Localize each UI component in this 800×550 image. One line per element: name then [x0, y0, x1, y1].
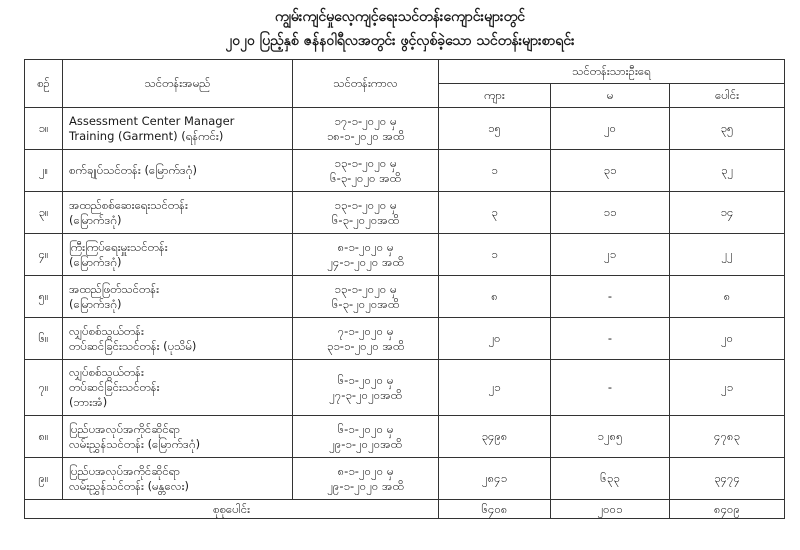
row-course-name [63, 108, 293, 150]
period-end: ၂၇-၃-၂၀၂၀အထိ [329, 387, 402, 402]
row-total: ၂၂ [670, 234, 785, 276]
row-male: ၁ [439, 234, 551, 276]
row-female: ၁၂၈၅ [551, 416, 670, 458]
row-no: ၇။ [25, 360, 63, 416]
row-female: ၃၁ [551, 150, 670, 192]
course-name-line: လမ်းညွှန်သင်တန်း (မန္တလေး) [69, 478, 189, 493]
header-period: သင်တန်းကာလ [293, 60, 439, 108]
row-no: ၉။ [25, 458, 63, 500]
row-female: - [551, 318, 670, 360]
course-name-line: လျှပ်စစ်သွယ်တန်း [69, 365, 144, 379]
header-no: စဉ် [25, 60, 63, 108]
table-row [25, 360, 785, 416]
row-course-name [63, 150, 293, 192]
row-total: ၁၄ [670, 192, 785, 234]
row-no: ၆။ [25, 318, 63, 360]
row-female: ၂၀ [551, 108, 670, 150]
row-course-name [63, 276, 293, 318]
course-name-line: ကြီးကြပ်ရေးမှူးသင်တန်း [69, 239, 168, 254]
course-name-line: (မြောက်ဒဂုံ) [69, 296, 122, 311]
row-total: ၃၄၇၄ [670, 458, 785, 500]
period-end: ၂၉-၁-၂၀၂၀ အထိ [327, 478, 404, 493]
total-row [25, 500, 785, 519]
row-male: ၈ [439, 276, 551, 318]
row-male: ၂၀ [439, 318, 551, 360]
row-period [293, 458, 439, 500]
row-total: ၃၅ [670, 108, 785, 150]
table-row [25, 192, 785, 234]
row-period [293, 318, 439, 360]
row-total: ၂၁ [670, 360, 785, 416]
row-male: ၁ [439, 150, 551, 192]
period-end: ၂၄-၁-၂၀၂၀ အထိ [327, 254, 404, 269]
row-total: ၂၀ [670, 318, 785, 360]
course-name-line: (မြောက်ဒဂုံ) [69, 254, 122, 269]
table-row [25, 108, 785, 150]
period-start: ၆-၁-၂၀၂၀ မှ [337, 421, 394, 436]
row-female: ၁၁ [551, 192, 670, 234]
period-start: ၈-၁-၂၀၂၀ မှ [337, 239, 394, 254]
course-name-line: တပ်ဆင်ခြင်းသင်တန်း (ပုသိမ်) [69, 338, 197, 353]
row-total: ၈ [670, 276, 785, 318]
row-no: ၅။ [25, 276, 63, 318]
row-no: ၂။ [25, 150, 63, 192]
table-row [25, 276, 785, 318]
row-period [293, 192, 439, 234]
row-period [293, 108, 439, 150]
row-total: ၄၇၈၃ [670, 416, 785, 458]
row-male: ၂၈၄၁ [439, 458, 551, 500]
total-all: ၈၄၀၉ [670, 500, 785, 519]
row-course-name [63, 318, 293, 360]
row-male: ၁၅ [439, 108, 551, 150]
period-end: ၆-၃-၂၀၂၀အထိ [331, 212, 400, 227]
course-name-line: လမ်းညွှန်သင်တန်း (မြောက်ဒဂုံ) [69, 436, 201, 451]
row-period [293, 276, 439, 318]
course-name-line: အထည်ဖြတ်သင်တန်း [69, 281, 160, 296]
table-row [25, 416, 785, 458]
row-period [293, 150, 439, 192]
row-no: ၁။ [25, 108, 63, 150]
row-course-name [63, 416, 293, 458]
row-course-name [63, 192, 293, 234]
table-row [25, 150, 785, 192]
total-label: စုစုပေါင်း [25, 500, 439, 519]
row-course-name [63, 234, 293, 276]
table-row [25, 234, 785, 276]
period-end: ၁၈-၁-၂၀၂၀ အထိ [326, 128, 405, 143]
course-name-line: အထည်စစ်ဆေးရေးသင်တန်း [69, 197, 188, 212]
table-row [25, 458, 785, 500]
row-female: - [551, 276, 670, 318]
total-male: ၆၄၀၈ [439, 500, 551, 519]
row-female: ၆၃၃ [551, 458, 670, 500]
header-row [25, 60, 785, 84]
total-female: ၂၀၀၁ [551, 500, 670, 519]
course-name-line: Assessment Center Manager [69, 113, 235, 128]
period-end: ၆-၃-၂၀၂၀ အထိ [330, 170, 401, 185]
document-title-line-2: ၂၀၂၀ ပြည့်နှစ် ဇန်နဝါရီလအတွင်း ဖွင့်လှစ်ခဲ့သော သင်တန်းများစာရင်း [225, 33, 575, 49]
course-name-line: လျှပ်စစ်သွယ်တန်း [69, 323, 144, 338]
row-period [293, 416, 439, 458]
course-name-line: ပြည်ပအလုပ်အကိုင်ဆိုင်ရာ [69, 463, 181, 478]
table-row [25, 318, 785, 360]
period-start: ၁၃-၁-၂၀၂၀ မှ [334, 197, 397, 212]
row-total: ၃၂ [670, 150, 785, 192]
header-trainees: သင်တန်းသားဦးရေ [439, 60, 785, 84]
header-male: ကျား [439, 84, 551, 108]
row-male: ၃၄၉၈ [439, 416, 551, 458]
course-name-line: Training (Garment) (ရန်ကင်း) [69, 128, 224, 143]
row-no: ၃။ [25, 192, 63, 234]
row-course-name [63, 458, 293, 500]
period-start: ၇-၁-၂၀၂၀ မှ [337, 323, 394, 338]
document-title-line-1: ကျွမ်းကျင်မှုလေ့ကျင့်ရေးသင်တန်းကျောင်းများတွင် [275, 9, 525, 25]
period-start: ၁၃-၁-၂၀၂၀ မှ [334, 155, 397, 170]
row-female: ၂၁ [551, 234, 670, 276]
row-male: ၂၁ [439, 360, 551, 416]
period-end: ၃၁-၁-၂၀၂၀ အထိ [326, 338, 405, 353]
period-start: ၈-၁-၂၀၂၀ မှ [337, 463, 394, 478]
period-start: ၁၃-၁-၂၀၂၀ မှ [334, 281, 397, 296]
course-name-line: ပြည်ပအလုပ်အကိုင်ဆိုင်ရာ [69, 421, 181, 436]
header-total: ပေါင်း [670, 84, 785, 108]
period-start: ၆-၁-၂၀၂၀ မှ [337, 372, 394, 387]
course-name-line: (ဘားအံ) [69, 395, 108, 409]
row-course-name [63, 360, 293, 416]
row-period [293, 360, 439, 416]
row-no: ၄။ [25, 234, 63, 276]
period-end: ၆-၃-၂၀၂၀အထိ [331, 296, 400, 311]
row-female: - [551, 360, 670, 416]
course-name-line: (မြောက်ဒဂုံ) [69, 212, 122, 227]
period-start: ၁၇-၁-၂၀၂၀ မှ [334, 113, 397, 128]
courses-table [24, 59, 785, 519]
header-course-name: သင်တန်းအမည် [63, 60, 293, 108]
course-name-line: တပ်ဆင်ခြင်းသင်တန်း [69, 380, 160, 394]
row-period [293, 234, 439, 276]
row-no: ၈။ [25, 416, 63, 458]
period-end: ၂၉-၁-၂၀၂၀အထိ [329, 436, 402, 451]
row-male: ၃ [439, 192, 551, 234]
course-name-line: စက်ချုပ်သင်တန်း (မြောက်ဒဂုံ) [69, 163, 197, 177]
header-female: မ [551, 84, 670, 108]
